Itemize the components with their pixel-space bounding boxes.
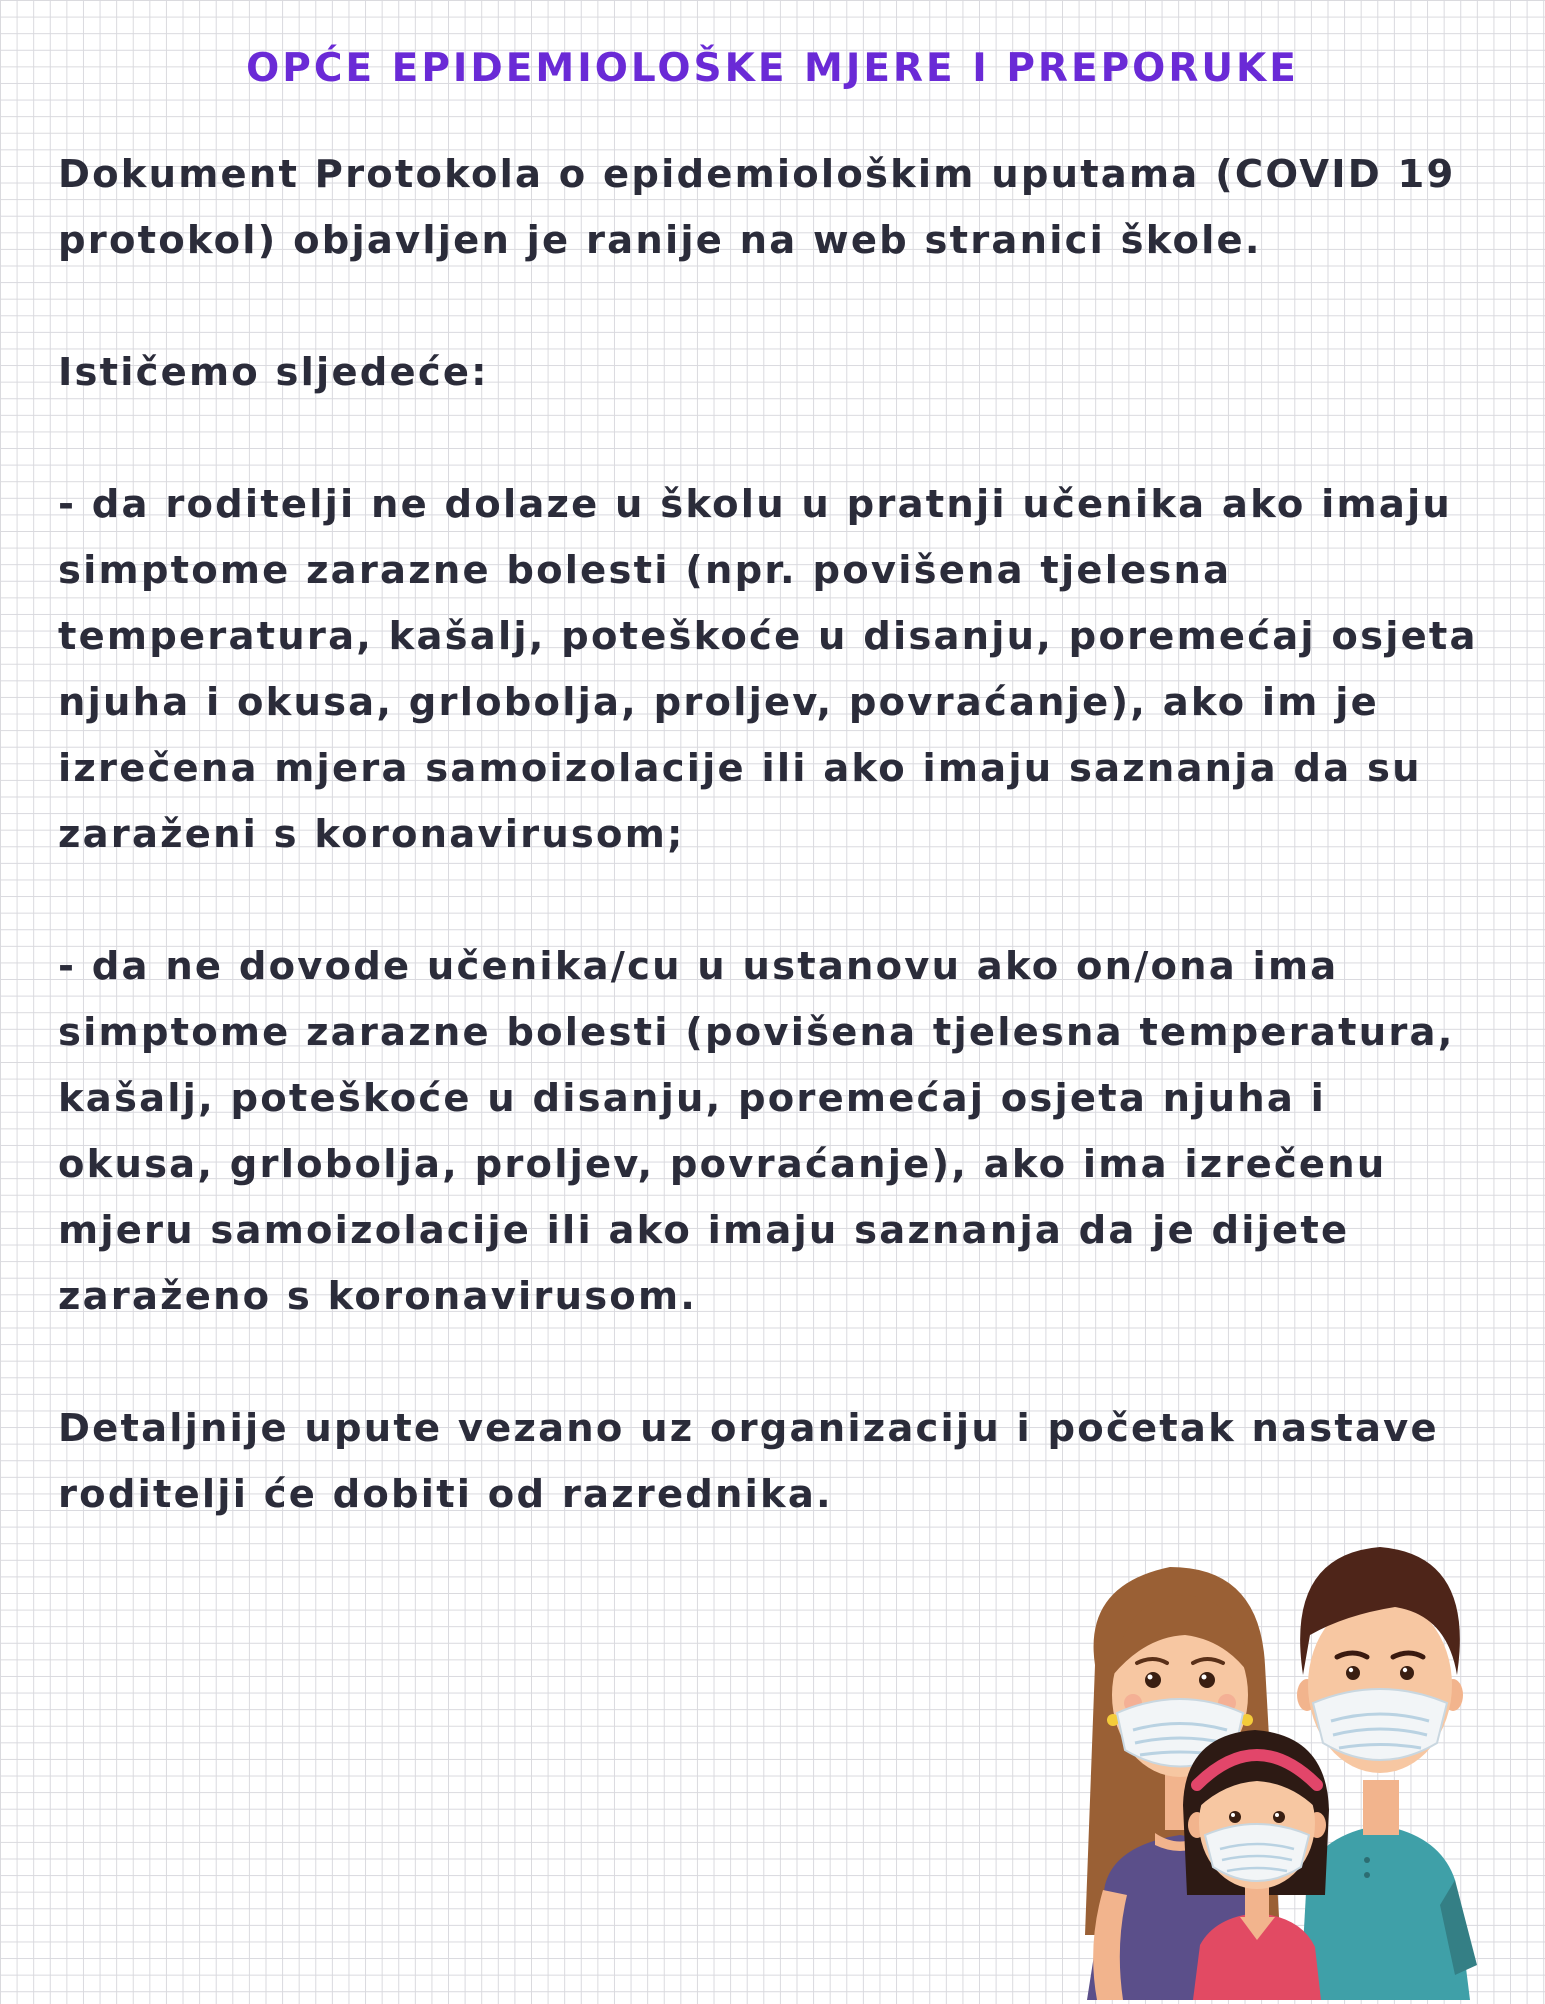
page-title: OPĆE EPIDEMIOLOŠKE MJERE I PREPORUKE: [246, 46, 1299, 92]
text-line: protokol) objavljen je ranije na web stranici škole.: [58, 218, 1262, 263]
father-figure: [1297, 1547, 1477, 2000]
text-line: izrečena mjera samoizolacije ili ako imaju saznanja da su: [58, 746, 1422, 791]
text-line: temperatura, kašalj, poteškoće u disanju, poremećaj osjeta: [58, 614, 1478, 659]
family-with-face-masks-icon: [1075, 1545, 1515, 2000]
paragraph-student-rule: [58, 934, 1498, 1330]
text-line: kašalj, poteškoće u disanju, poremećaj osjeta njuha i: [58, 1076, 1327, 1121]
child-figure: [1183, 1730, 1329, 2000]
text-line: mjeru samoizolacije ili ako imaju saznanja da je dijete: [58, 1208, 1350, 1253]
text-line: - da roditelji ne dolaze u školu u pratnji učenika ako imaju: [58, 482, 1453, 527]
text-line: Ističemo sljedeće:: [58, 350, 489, 395]
text-line: zaraženi s koronavirusom;: [58, 812, 685, 857]
text-line: simptome zarazne bolesti (povišena tjelesna temperatura,: [58, 1010, 1455, 1055]
text-line: Detaljnije upute vezano uz organizaciju i početak nastave: [58, 1406, 1439, 1451]
text-line: zaraženo s koronavirusom.: [58, 1274, 698, 1319]
text-line: njuha i okusa, grlobolja, proljev, povraćanje), ako im je: [58, 680, 1379, 725]
text-line: - da ne dovode učenika/cu u ustanovu ako on/ona ima: [58, 944, 1339, 989]
text-line: Dokument Protokola o epidemiološkim uputama (COVID 19: [58, 152, 1456, 197]
paragraph-highlight-heading: [58, 340, 1498, 406]
paragraph-protocol-intro: [58, 142, 1498, 274]
paragraph-parents-rule: [58, 472, 1498, 868]
document-body: [58, 142, 1498, 1528]
text-line: simptome zarazne bolesti (npr. povišena tjelesna: [58, 548, 1232, 593]
text-line: roditelji će dobiti od razrednika.: [58, 1472, 833, 1517]
text-line: okusa, grlobolja, proljev, povraćanje), ako ima izrečenu: [58, 1142, 1387, 1187]
paragraph-closing-note: [58, 1396, 1498, 1528]
